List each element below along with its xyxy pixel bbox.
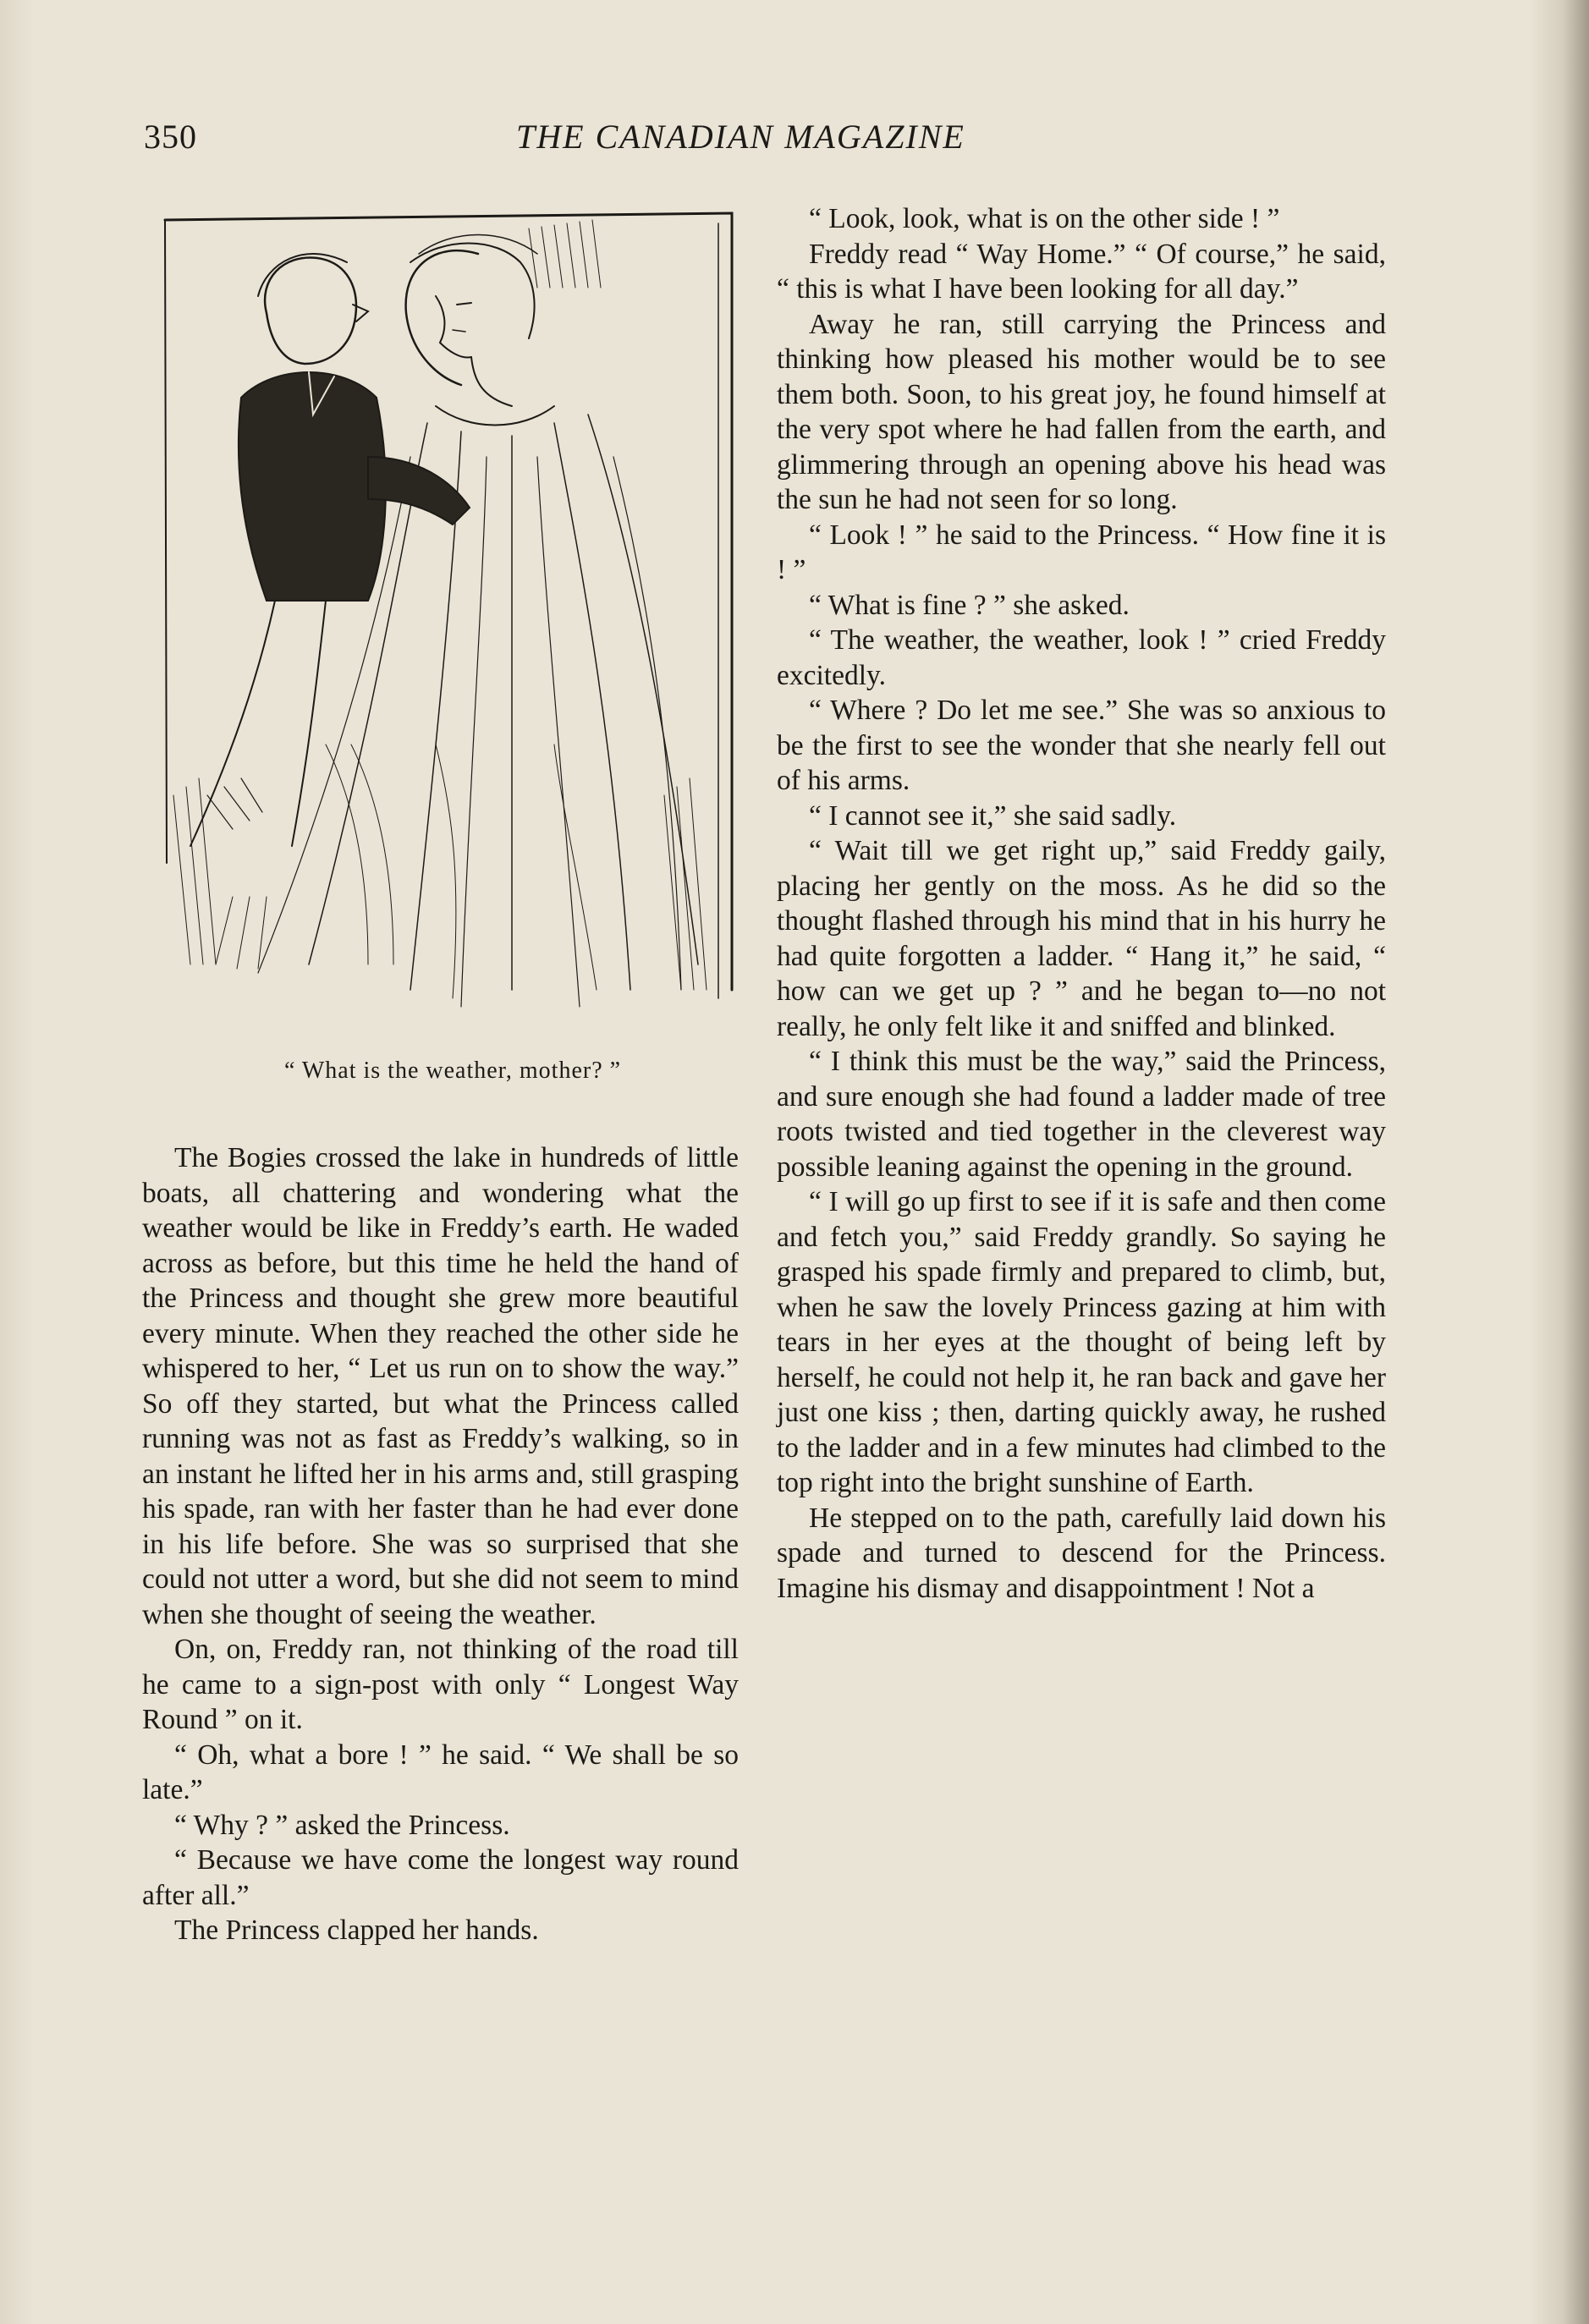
page-number: 350 xyxy=(144,118,197,156)
right-column xyxy=(777,201,1386,1606)
paragraph: “ I cannot see it,” she said sadly. xyxy=(809,799,1177,832)
paragraph: “ I think this must be the way,” said the Princess, and sure enough she had found a ladder made of tree roots twisted and tied together in the cleverest way possible leaning against the opening in the ground. xyxy=(777,1046,1386,1183)
paragraph: “ Look, look, what is on the other side ! ” xyxy=(809,203,1280,234)
page-edge-shadow-right xyxy=(1530,0,1589,2324)
paragraph: “ Wait till we get right up,” said Freddy gaily, placing her gently on the moss. As he did so the thought flashed through his mind that in his hurry he had quite forgotten a ladder. “ Hang it,” he said, “ how can we get up ? ” and he began to—no not really, he only felt like it and sniffed and blinked. xyxy=(777,835,1386,1042)
paragraph: Freddy read “ Way Home.” “ Of course,” he said, “ this is what I have been looking for all day.” xyxy=(777,238,1386,305)
paragraph: He stepped on to the path, carefully laid down his spade and turned to descend for the Princess. Imagine his dismay and disappointment ! Not a xyxy=(777,1502,1386,1604)
paragraph: “ I will go up first to see if it is safe and then come and fetch you,” said Freddy grandly. So saying he grasped his spade firmly and prepared to climb, but, when he saw the lovely Princess gazing at him with tears in her eyes at the thought of being left by herself, he could not help it, he ran back and gave her just one kiss ; then, darting quickly away, he rushed to the ladder and in a few minutes had climbed to the top right into the bright sunshine of Earth. xyxy=(777,1186,1386,1498)
paragraph: “ Why ? ” asked the Princess. xyxy=(174,1809,510,1841)
page-edge-shadow-left xyxy=(0,0,34,2324)
paragraph: “ The weather, the weather, look ! ” cried Freddy excitedly. xyxy=(777,624,1386,691)
left-column xyxy=(142,1140,739,1948)
paragraph: Away he ran, still carrying the Princess and thinking how pleased his mother would be to see them both. Soon, to his great joy, he found himself at the very spot where he had fallen from the earth, and glimmering through an opening above his head was the sun he had not seen for so long. xyxy=(777,308,1386,515)
paragraph: “ What is fine ? ” she asked. xyxy=(809,589,1130,621)
paragraph: “ Oh, what a bore ! ” he said. “ We shall be so late.” xyxy=(142,1739,739,1805)
illustration xyxy=(157,203,740,1041)
paragraph: “ Where ? Do let me see.” She was so anxious to be the first to see the wonder that she nearly fell out of his arms. xyxy=(777,695,1386,796)
paragraph: “ Because we have come the longest way round after all.” xyxy=(142,1844,739,1911)
paragraph: On, on, Freddy ran, not thinking of the road till he came to a sign-post with only “ Longest Way Round ” on it. xyxy=(142,1634,739,1735)
page-header xyxy=(144,117,1396,168)
paragraph: “ Look ! ” he said to the Princess. “ How fine it is ! ” xyxy=(777,519,1386,585)
paragraph: The Bogies crossed the lake in hundreds of little boats, all chattering and wondering what the weather would be like in Freddy’s earth. He waded across as before, but this time he held the hand of the Princess and thought she grew more beautiful every minute. When they reached the other side he whispered to her, “ Let us run on to show the way.” So off they started, but what the Princess called running was not as fast as Freddy’s walking, so in an instant he lifted her in his arms and, still grasping his spade, ran with her faster than he had ever done in his life before. She was so surprised that she could not utter a word, but she did not seem to mind when she thought of seeing the weather. xyxy=(142,1142,739,1630)
running-title: THE CANADIAN MAGAZINE xyxy=(516,118,965,156)
paragraph: The Princess clapped her hands. xyxy=(174,1915,539,1946)
illustration-caption: “ What is the weather, mother? ” xyxy=(283,1058,622,1084)
